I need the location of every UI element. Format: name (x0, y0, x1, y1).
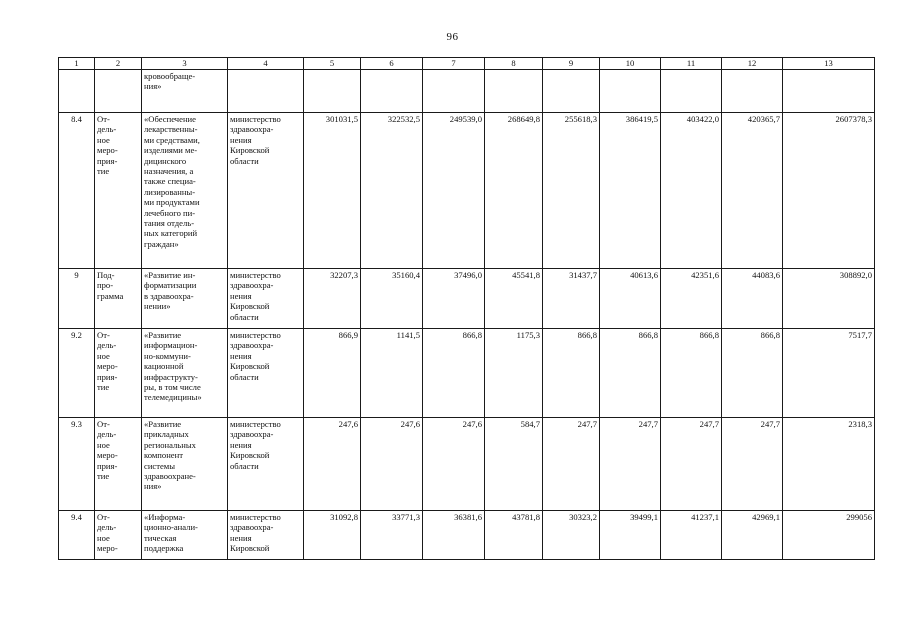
column-header: 7 (423, 58, 485, 70)
column-header: 13 (783, 58, 875, 70)
measure-name: «Развитие прикладных региональных компонент системы здравоохране- ния» (142, 418, 228, 511)
value-col-12: 42969,1 (722, 511, 783, 560)
row-number (59, 70, 95, 113)
value-col-9: 866,8 (543, 329, 600, 418)
value-col-5: 31092,8 (304, 511, 361, 560)
measure-name: «Развитие информацион- но-коммуни- кационной инфраструкту- ры, в том числе телемедицины» (142, 329, 228, 418)
value-col-7 (423, 70, 485, 113)
value-col-12: 866,8 (722, 329, 783, 418)
value-col-5: 32207,3 (304, 269, 361, 329)
value-col-11: 41237,1 (661, 511, 722, 560)
measure-type: Под- про- грамма (95, 269, 142, 329)
value-col-8: 268649,8 (485, 113, 543, 269)
value-col-6: 35160,4 (361, 269, 423, 329)
value-col-9: 31437,7 (543, 269, 600, 329)
column-header: 4 (228, 58, 304, 70)
measure-type (95, 70, 142, 113)
value-col-8: 45541,8 (485, 269, 543, 329)
value-col-5 (304, 70, 361, 113)
value-col-10: 39499,1 (600, 511, 661, 560)
responsible-executor: министерство здравоохра- нения Кировской области (228, 269, 304, 329)
value-col-11: 866,8 (661, 329, 722, 418)
page-number: 96 (446, 31, 459, 43)
total-col-13: 2318,3 (783, 418, 875, 511)
value-col-7: 36381,6 (423, 511, 485, 560)
total-col-13 (783, 70, 875, 113)
value-col-10: 40613,6 (600, 269, 661, 329)
value-col-8: 43781,8 (485, 511, 543, 560)
value-col-10 (600, 70, 661, 113)
table-row (59, 269, 875, 329)
table-row (59, 113, 875, 269)
measure-type: От- дель- ное меро- прия- тие (95, 113, 142, 269)
measure-name: кровообраще- ния» (142, 70, 228, 113)
total-col-13: 7517,7 (783, 329, 875, 418)
value-col-8: 584,7 (485, 418, 543, 511)
row-number: 9.2 (59, 329, 95, 418)
row-number: 9.3 (59, 418, 95, 511)
value-col-7: 37496,0 (423, 269, 485, 329)
column-header: 3 (142, 58, 228, 70)
value-col-10: 386419,5 (600, 113, 661, 269)
value-col-9 (543, 70, 600, 113)
value-col-6: 247,6 (361, 418, 423, 511)
row-number: 8.4 (59, 113, 95, 269)
table-row (59, 329, 875, 418)
column-header: 9 (543, 58, 600, 70)
value-col-12: 247,7 (722, 418, 783, 511)
responsible-executor: министерство здравоохра- нения Кировской области (228, 418, 304, 511)
column-header: 6 (361, 58, 423, 70)
table-row (59, 418, 875, 511)
value-col-6: 322532,5 (361, 113, 423, 269)
value-col-11 (661, 70, 722, 113)
value-col-12: 420365,7 (722, 113, 783, 269)
total-col-13: 299056 (783, 511, 875, 560)
total-col-13: 308892,0 (783, 269, 875, 329)
responsible-executor: министерство здравоохра- нения Кировской области (228, 329, 304, 418)
measure-type: От- дель- ное меро- (95, 511, 142, 560)
value-col-9: 30323,2 (543, 511, 600, 560)
column-header: 11 (661, 58, 722, 70)
total-col-13: 2607378,3 (783, 113, 875, 269)
value-col-11: 42351,6 (661, 269, 722, 329)
value-col-11: 247,7 (661, 418, 722, 511)
responsible-executor: министерство здравоохра- нения Кировской области (228, 113, 304, 269)
header-row (59, 58, 875, 70)
responsible-executor (228, 70, 304, 113)
value-col-9: 255618,3 (543, 113, 600, 269)
value-col-7: 249539,0 (423, 113, 485, 269)
table-body (59, 70, 875, 560)
value-col-7: 866,8 (423, 329, 485, 418)
value-col-7: 247,6 (423, 418, 485, 511)
value-col-9: 247,7 (543, 418, 600, 511)
column-header: 10 (600, 58, 661, 70)
value-col-6: 1141,5 (361, 329, 423, 418)
column-header: 12 (722, 58, 783, 70)
value-col-5: 866,9 (304, 329, 361, 418)
value-col-6: 33771,3 (361, 511, 423, 560)
column-header: 5 (304, 58, 361, 70)
value-col-5: 247,6 (304, 418, 361, 511)
measure-name: «Развитие ин- форматизации в здравоохра- нении» (142, 269, 228, 329)
column-header: 2 (95, 58, 142, 70)
value-col-8 (485, 70, 543, 113)
row-number: 9.4 (59, 511, 95, 560)
value-col-6 (361, 70, 423, 113)
table-row (59, 511, 875, 560)
value-col-12: 44083,6 (722, 269, 783, 329)
row-number: 9 (59, 269, 95, 329)
value-col-11: 403422,0 (661, 113, 722, 269)
value-col-10: 247,7 (600, 418, 661, 511)
measure-name: «Информа- ционно-анали- тическая поддержка (142, 511, 228, 560)
value-col-5: 301031,5 (304, 113, 361, 269)
value-col-10: 866,8 (600, 329, 661, 418)
column-header: 1 (59, 58, 95, 70)
budget-table (58, 57, 875, 560)
measure-name: «Обеспечение лекарственны- ми средствами, изделиями ме- дицинского назначения, а также специа- лизированны- ми продуктами лечебного пи- тания отдель- ных категорий граждан» (142, 113, 228, 269)
table-row (59, 70, 875, 113)
measure-type: От- дель- ное меро- прия- тие (95, 329, 142, 418)
measure-type: От- дель- ное меро- прия- тие (95, 418, 142, 511)
column-header: 8 (485, 58, 543, 70)
value-col-12 (722, 70, 783, 113)
value-col-8: 1175,3 (485, 329, 543, 418)
responsible-executor: министерство здравоохра- нения Кировской (228, 511, 304, 560)
